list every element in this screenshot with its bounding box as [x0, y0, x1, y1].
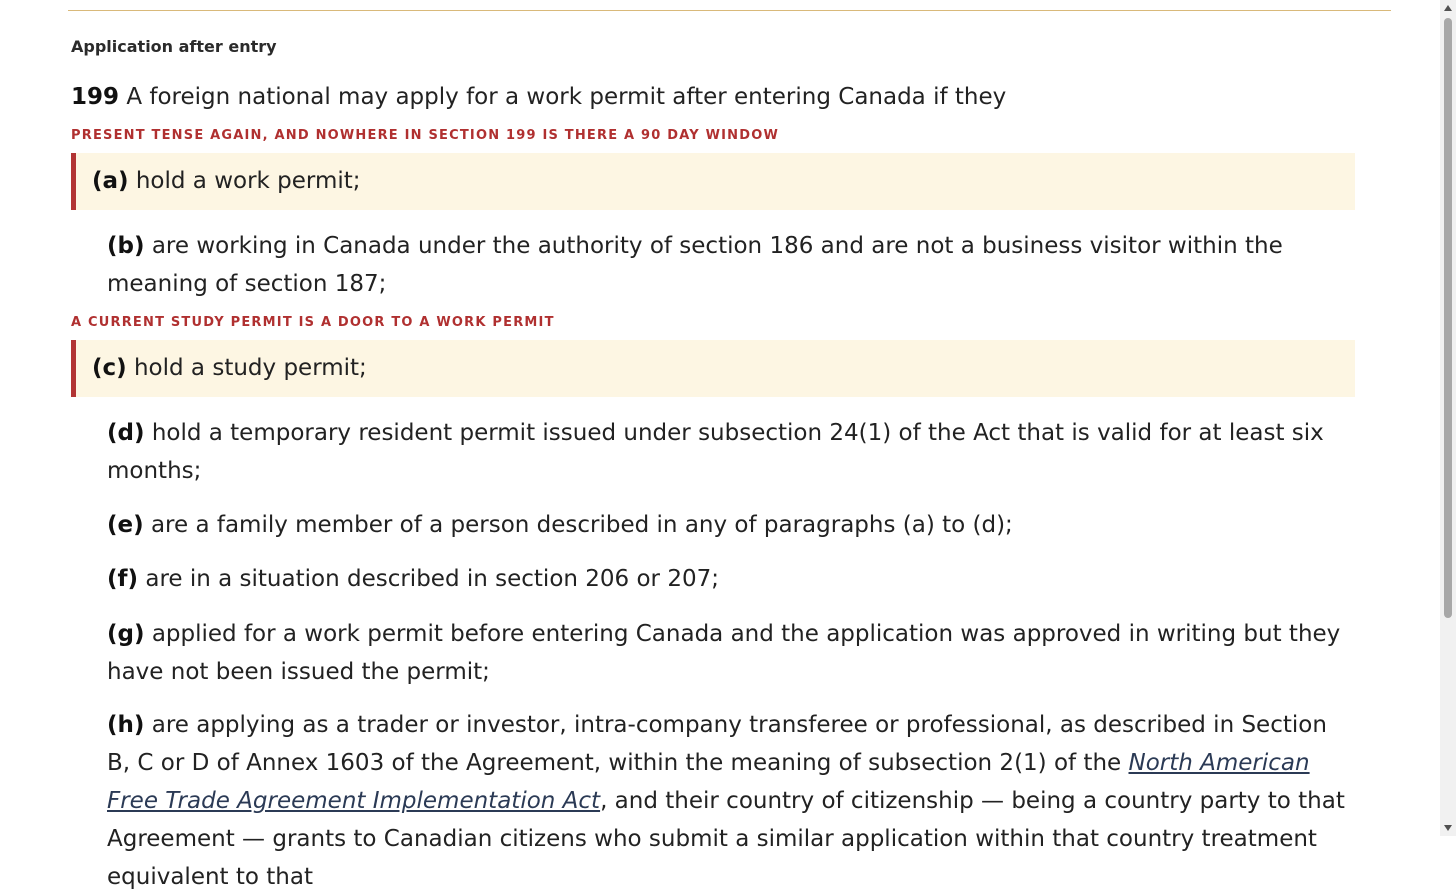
section-lead-text: A foreign national may apply for a work permit after entering Canada if they — [126, 84, 1007, 110]
paragraph-e — [107, 506, 1352, 544]
paragraph-label: (h) — [107, 712, 145, 738]
annotation-note: PRESENT TENSE AGAIN, AND NOWHERE IN SECTION 199 IS THERE A 90 DAY WINDOW — [71, 128, 780, 143]
section-lead — [71, 82, 1351, 112]
paragraph-text: are in a situation described in section 206 or 207; — [145, 566, 719, 592]
paragraph-g — [107, 615, 1352, 691]
section-number: 199 — [71, 84, 120, 110]
paragraph-text: are a family member of a person described in any of paragraphs (a) to (d); — [150, 512, 1013, 538]
paragraph-label: (a) — [92, 168, 129, 194]
annotation-note: A CURRENT STUDY PERMIT IS A DOOR TO A WORK PERMIT — [71, 315, 555, 330]
paragraph-label: (d) — [107, 420, 145, 446]
paragraph-text-continued: , and their country of citizenship — being a country party to that Agreement — grants to Canadian citizens who submit a similar application within that country treatment equivalent to that — [107, 788, 1345, 890]
vertical-scrollbar[interactable] — [1440, 0, 1456, 836]
paragraph-f — [107, 560, 1352, 598]
paragraph-text: hold a work permit; — [135, 168, 361, 194]
paragraph-b — [107, 227, 1352, 303]
scroll-down-icon[interactable] — [1440, 820, 1456, 836]
top-divider — [68, 10, 1391, 11]
section-heading: Application after entry — [71, 37, 277, 56]
act-link[interactable]: North American Free Trade Agreement Implementation Act — [107, 750, 1310, 814]
paragraph-h — [107, 706, 1352, 896]
paragraph-text: are working in Canada under the authority of section 186 and are not a business visitor within the meaning of section 187; — [107, 233, 1283, 297]
paragraph-label: (g) — [107, 621, 145, 647]
paragraph-text: hold a temporary resident permit issued under subsection 24(1) of the Act that is valid for at least six months; — [107, 420, 1324, 484]
scroll-up-icon[interactable] — [1440, 0, 1456, 16]
highlighted-paragraph-a — [71, 153, 1355, 210]
paragraph-text: hold a study permit; — [133, 355, 367, 381]
highlighted-paragraph-c — [71, 340, 1355, 397]
paragraph-d — [107, 414, 1352, 490]
scrollbar-thumb[interactable] — [1444, 18, 1452, 618]
paragraph-text: applied for a work permit before entering Canada and the application was approved in writing but they have not been issued the permit; — [107, 621, 1341, 685]
paragraph-label: (b) — [107, 233, 145, 259]
paragraph-label: (c) — [92, 355, 127, 381]
paragraph-text: are applying as a trader or investor, intra-company transferee or professional, as described in Section B, C or D of Annex 1603 of the Agreement, within the meaning of subsection 2(1) of the — [107, 712, 1327, 776]
paragraph-label: (e) — [107, 512, 144, 538]
paragraph-label: (f) — [107, 566, 139, 592]
